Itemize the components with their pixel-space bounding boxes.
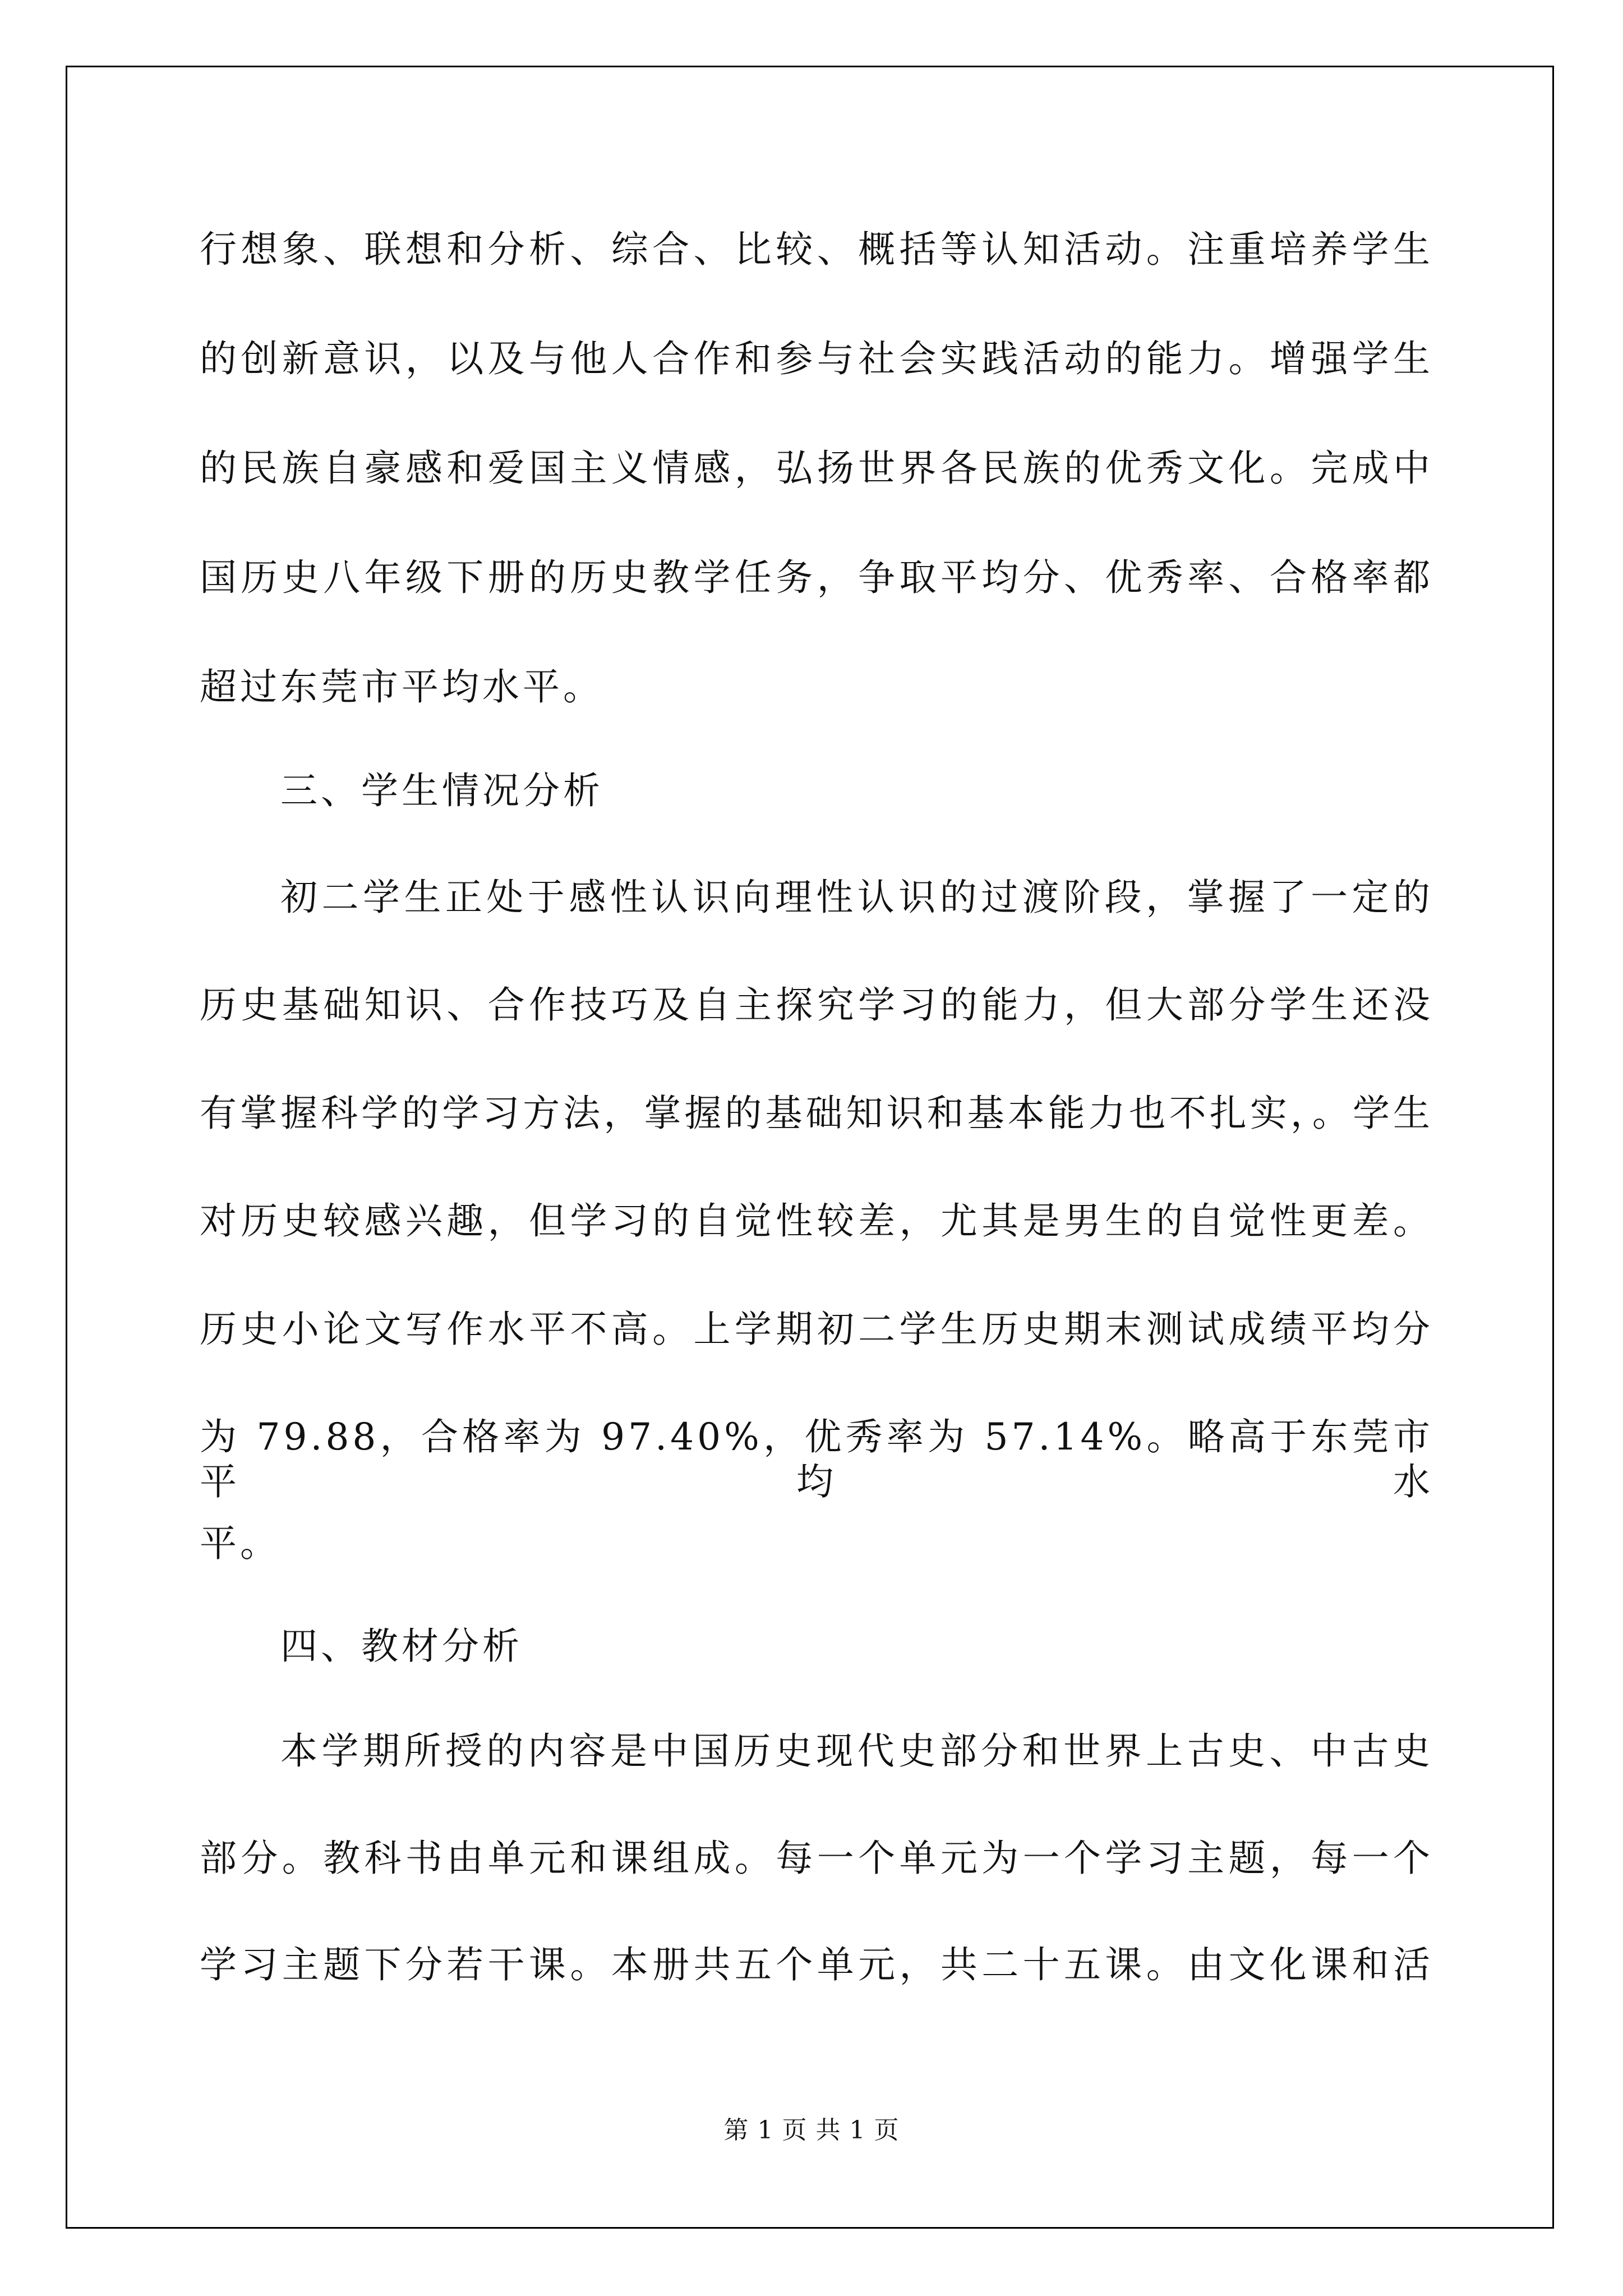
- page-border: [66, 66, 1554, 2229]
- page-footer: 第 1 页 共 1 页: [723, 2116, 900, 2145]
- paragraph-line: 历史小论文写作水平不高。上学期初二学生历史期末测试成绩平均分: [200, 1308, 1433, 1351]
- paragraph-line: 有掌握科学的学习方法，掌握的基础知识和基本能力也不扎实，。学生: [200, 1092, 1433, 1135]
- paragraph-line: 为 79.88，合格率为 97.40%，优秀率为 57.14%。略高于东莞市平均水: [200, 1415, 1433, 1503]
- paragraph-line: 行想象、联想和分析、综合、比较、概括等认知活动。注重培养学生: [200, 228, 1433, 271]
- section-heading: 四、教材分析: [280, 1625, 523, 1668]
- paragraph-line: 本学期所授的内容是中国历史现代史部分和世界上古史、中古史: [280, 1729, 1433, 1773]
- paragraph-line: 的民族自豪感和爱国主义情感，弘扬世界各民族的优秀文化。完成中: [200, 447, 1433, 490]
- paragraph-line: 历史基础知识、合作技巧及自主探究学习的能力，但大部分学生还没: [200, 983, 1433, 1027]
- paragraph-line: 学习主题下分若干课。本册共五个单元，共二十五课。由文化课和活: [200, 1943, 1433, 1986]
- paragraph-line: 国历史八年级下册的历史教学任务，争取平均分、优秀率、合格率都: [200, 556, 1433, 599]
- paragraph-line: 对历史较感兴趣，但学习的自觉性较差，尤其是男生的自觉性更差。: [200, 1199, 1433, 1243]
- paragraph-line: 的创新意识，以及与他人合作和参与社会实践活动的能力。增强学生: [200, 337, 1433, 380]
- paragraph-line: 部分。教科书由单元和课组成。每一个单元为一个学习主题，每一个: [200, 1837, 1433, 1880]
- paragraph-line: 超过东莞市平均水平。: [200, 665, 603, 708]
- section-heading: 三、学生情况分析: [280, 769, 603, 812]
- paragraph-line: 初二学生正处于感性认识向理性认识的过渡阶段，掌握了一定的: [280, 876, 1433, 919]
- paragraph-line: 平。: [200, 1522, 280, 1565]
